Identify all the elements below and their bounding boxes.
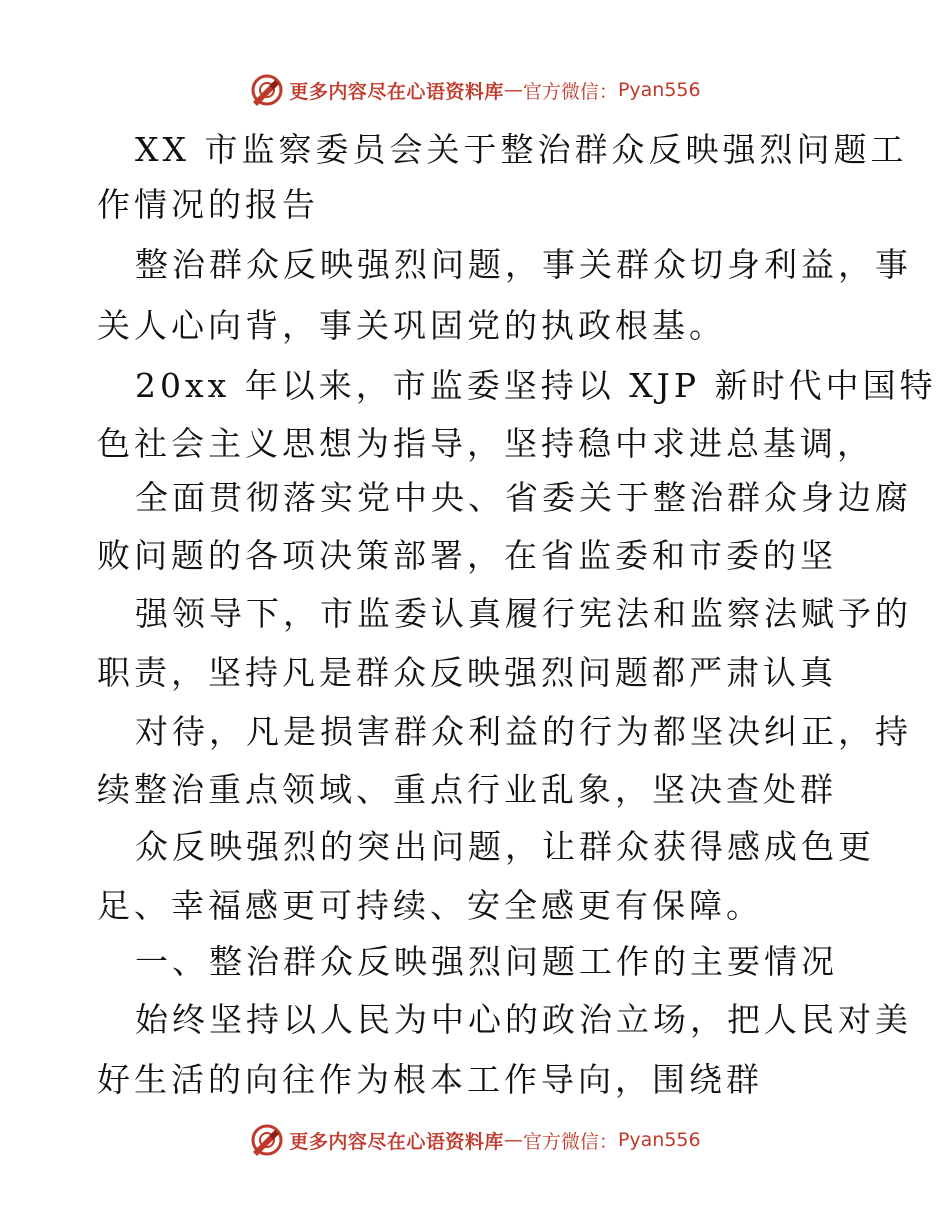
header-watermark <box>0 70 950 110</box>
paragraph-line: 色社会主义思想为指导，坚持稳中求进总基调， <box>97 424 874 463</box>
watermark-text: 更多内容尽在心语资料库 <box>289 1130 504 1153</box>
paragraph-line: 20xx 年以来，市监委坚持以 XJP 新时代中国特 <box>135 366 937 405</box>
paragraph-line: 全面贯彻落实党中央、省委关于整治群众身边腐 <box>135 478 912 517</box>
section-heading: 一、整治群众反映强烈问题工作的主要情况 <box>135 942 838 981</box>
title-line-2: 作情况的报告 <box>97 185 319 224</box>
footer-watermark <box>0 1120 950 1160</box>
paragraph-line: 续整治重点领域、重点行业乱象，坚决查处群 <box>97 770 837 809</box>
watermark-wechat-id: Pyan556 <box>617 79 701 101</box>
paragraph-line: 好生活的向往作为根本工作导向，围绕群 <box>97 1060 763 1099</box>
paragraph-line: 强领导下，市监委认真履行宪法和监察法赋予的 <box>135 594 912 633</box>
watermark-wechat-label: 官方微信： <box>522 80 618 103</box>
pen-logo-icon <box>249 1122 285 1158</box>
paragraph-line: 整治群众反映强烈问题，事关群众切身利益，事 <box>135 245 912 284</box>
pen-logo-icon <box>249 72 285 108</box>
paragraph-line: 始终坚持以人民为中心的政治立场，把人民对美 <box>135 1000 912 1039</box>
paragraph-line: 众反映强烈的突出问题，让群众获得感成色更 <box>135 827 875 866</box>
watermark-separator: — <box>503 79 523 101</box>
title-line-1: XX 市监察委员会关于整治群众反映强烈问题工 <box>135 130 908 169</box>
watermark-wechat-id: Pyan556 <box>617 1129 701 1151</box>
paragraph-line: 对待，凡是损害群众利益的行为都坚决纠正，持 <box>135 712 912 751</box>
watermark-separator: — <box>503 1129 523 1151</box>
watermark-text: 更多内容尽在心语资料库 <box>289 80 504 103</box>
watermark-wechat-label: 官方微信： <box>522 1130 618 1153</box>
paragraph-line: 职责，坚持凡是群众反映强烈问题都严肃认真 <box>97 653 837 692</box>
paragraph-line: 关人心向背，事关巩固党的执政根基。 <box>97 306 726 345</box>
paragraph-line: 足、幸福感更可持续、安全感更有保障。 <box>97 886 763 925</box>
paragraph-line: 败问题的各项决策部署，在省监委和市委的坚 <box>97 536 837 575</box>
